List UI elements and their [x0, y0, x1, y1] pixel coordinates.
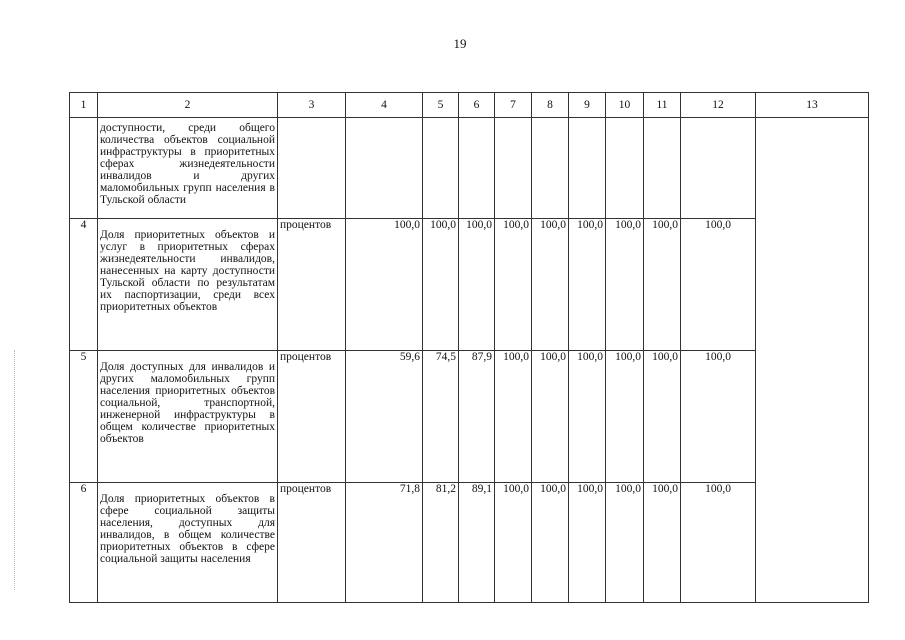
row-number: 6	[70, 483, 98, 603]
value-cell: 100,0	[346, 219, 423, 351]
column-header: 1	[70, 93, 98, 118]
indicator-description: Доля приоритетных объектов в сфере социальной защиты населения, доступных для инвалидов, в общем количестве приоритетных объектов в сфере социальной защиты населения	[98, 483, 278, 603]
notes-cell	[756, 118, 869, 603]
unit-cell: процентов	[278, 219, 346, 351]
value-cell: 81,2	[423, 483, 459, 603]
value-cell: 100,0	[606, 351, 644, 483]
value-cell: 100,0	[495, 351, 532, 483]
column-header: 2	[98, 93, 278, 118]
value-cell: 100,0	[459, 219, 495, 351]
value-cell	[423, 118, 459, 219]
value-cell: 59,6	[346, 351, 423, 483]
column-header: 6	[459, 93, 495, 118]
value-cell: 100,0	[606, 219, 644, 351]
target-value-cell: 100,0	[681, 483, 756, 603]
column-number-row	[70, 93, 869, 118]
column-header: 5	[423, 93, 459, 118]
indicator-table	[69, 92, 869, 603]
value-cell: 100,0	[532, 219, 569, 351]
indicator-description: доступности, среди общего количества объектов социальной инфраструктуры в приоритетных сферах жизнедеятельности инвалидов и других маломобильных групп населения в Тульской области	[98, 118, 278, 219]
value-cell: 100,0	[606, 483, 644, 603]
value-cell: 100,0	[532, 351, 569, 483]
value-cell: 100,0	[569, 351, 606, 483]
target-value-cell	[681, 118, 756, 219]
column-header: 7	[495, 93, 532, 118]
value-cell: 100,0	[569, 483, 606, 603]
value-cell	[495, 118, 532, 219]
value-cell: 100,0	[532, 483, 569, 603]
value-cell	[569, 118, 606, 219]
value-cell	[459, 118, 495, 219]
table-row	[70, 483, 869, 603]
column-header: 8	[532, 93, 569, 118]
unit-cell	[278, 118, 346, 219]
column-header: 10	[606, 93, 644, 118]
value-cell	[532, 118, 569, 219]
value-cell: 71,8	[346, 483, 423, 603]
column-header: 3	[278, 93, 346, 118]
value-cell: 100,0	[644, 351, 681, 483]
column-header: 13	[756, 93, 869, 118]
column-header: 11	[644, 93, 681, 118]
value-cell: 89,1	[459, 483, 495, 603]
value-cell: 100,0	[644, 219, 681, 351]
value-cell	[644, 118, 681, 219]
scan-margin-marks	[14, 350, 19, 590]
column-header: 4	[346, 93, 423, 118]
row-number	[70, 118, 98, 219]
column-header: 12	[681, 93, 756, 118]
value-cell: 100,0	[423, 219, 459, 351]
page-number: 19	[453, 36, 467, 51]
row-number: 5	[70, 351, 98, 483]
unit-cell: процентов	[278, 483, 346, 603]
unit-cell: процентов	[278, 351, 346, 483]
value-cell: 100,0	[495, 483, 532, 603]
value-cell: 74,5	[423, 351, 459, 483]
indicator-description: Доля приоритетных объектов и услуг в приоритетных сферах жизнедеятельности инвалидов, нанесенных на карту доступности Тульской области по результатам их паспортизации, среди всех приоритетных объектов	[98, 219, 278, 351]
table-row	[70, 219, 869, 351]
value-cell: 100,0	[495, 219, 532, 351]
table-row	[70, 118, 869, 219]
value-cell: 100,0	[644, 483, 681, 603]
column-header: 9	[569, 93, 606, 118]
target-value-cell: 100,0	[681, 219, 756, 351]
indicator-description: Доля доступных для инвалидов и других маломобильных групп населения приоритетных объектов социальной, транспортной, инженерной инфраструктуры в общем количестве приоритетных объектов	[98, 351, 278, 483]
row-number: 4	[70, 219, 98, 351]
target-value-cell: 100,0	[681, 351, 756, 483]
value-cell	[346, 118, 423, 219]
table-row	[70, 351, 869, 483]
value-cell: 87,9	[459, 351, 495, 483]
value-cell: 100,0	[569, 219, 606, 351]
value-cell	[606, 118, 644, 219]
